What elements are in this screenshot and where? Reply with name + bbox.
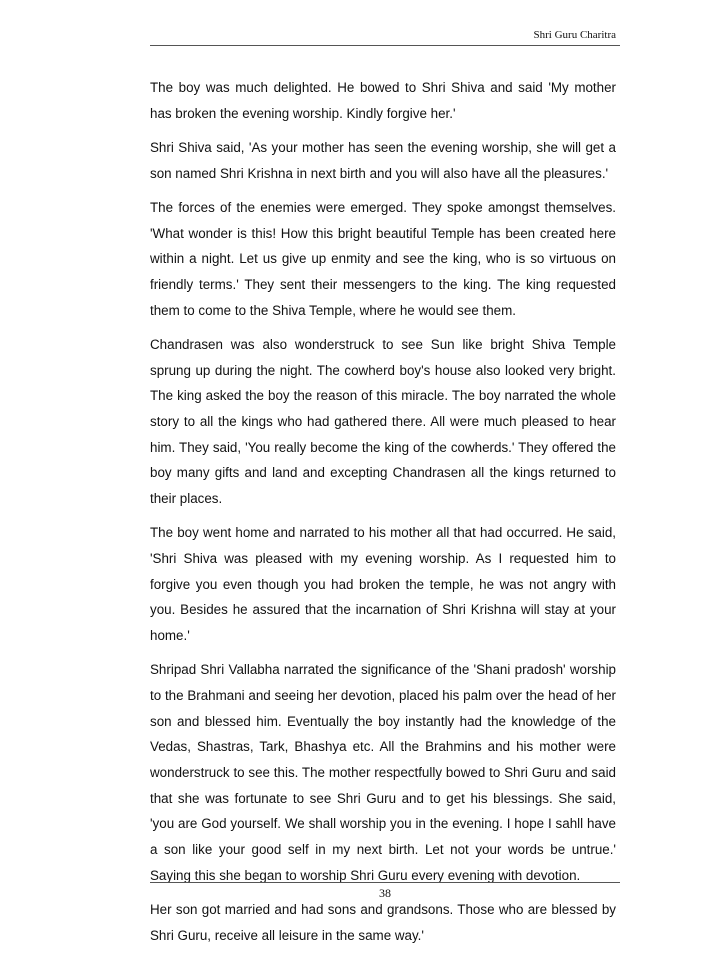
paragraph-5: The boy went home and narrated to his mother all that had occurred. He said, 'Shri Shiva was pleased with my evening worship. As I requested him to forgive you even though you had broken the temple, he was not angry with you. Besides he assured that the incarnation of Shri Krishna will stay at your home.' bbox=[150, 525, 616, 644]
paragraph-4: Chandrasen was also wonderstruck to see Sun like bright Shiva Temple sprung up during the night. The cowherd boy's house also looked very bright. The king asked the boy the reason of this miracle. The boy narrated the whole story to all the kings who had gathered there. All were much pleased to hear him. They said, 'You really become the king of the cowherds.' They offered the boy many gifts and land and excepting Chandrasen all the kings returned to their places. bbox=[150, 336, 616, 507]
running-header: Shri Guru Charitra bbox=[533, 29, 616, 41]
footer-divider bbox=[150, 882, 620, 883]
paragraph-3: The forces of the enemies were emerged. They spoke amongst themselves. 'What wonder is this! How this bright beautiful Temple has been created here within a night. Let us give up enmity and see the king, who is so virtuous on friendly terms.' They sent their messengers to the king. The king requested them to come to the Shiva Temple, where he would see them. bbox=[150, 199, 616, 318]
header-divider bbox=[150, 45, 620, 46]
paragraph-1: The boy was much delighted. He bowed to Shri Shiva and said 'My mother has broken the evening worship. Kindly forgive her.' bbox=[150, 80, 616, 121]
paragraph-2: Shri Shiva said, 'As your mother has seen the evening worship, she will get a son named Shri Krishna in next birth and you will also have all the pleasures.' bbox=[150, 139, 616, 181]
paragraph-6: Shripad Shri Vallabha narrated the significance of the 'Shani pradosh' worship to the Brahmani and seeing her devotion, placed his palm over the head of her son and blessed him. Eventually the boy instantly had the knowledge of the Vedas, Shastras, Tark, Bhashya etc. All the Brahmins and his mother were wonderstruck to see this. The mother respectfully bowed to Shri Guru and said that she was fortunate to see Shri Guru and to get his blessings. She said, 'you are God yourself. We shall worship you in the evening. I hope I sahll have a son like your good self in my next birth. Let not your words be untrue.' Saying this she began to worship Shri Guru every evening with devotion. bbox=[150, 662, 616, 883]
page-body bbox=[150, 75, 616, 957]
paragraph-7: Her son got married and had sons and grandsons. Those who are blessed by Shri Guru, receive all leisure in the same way.' bbox=[150, 902, 616, 943]
page-number: 38 bbox=[379, 886, 391, 900]
